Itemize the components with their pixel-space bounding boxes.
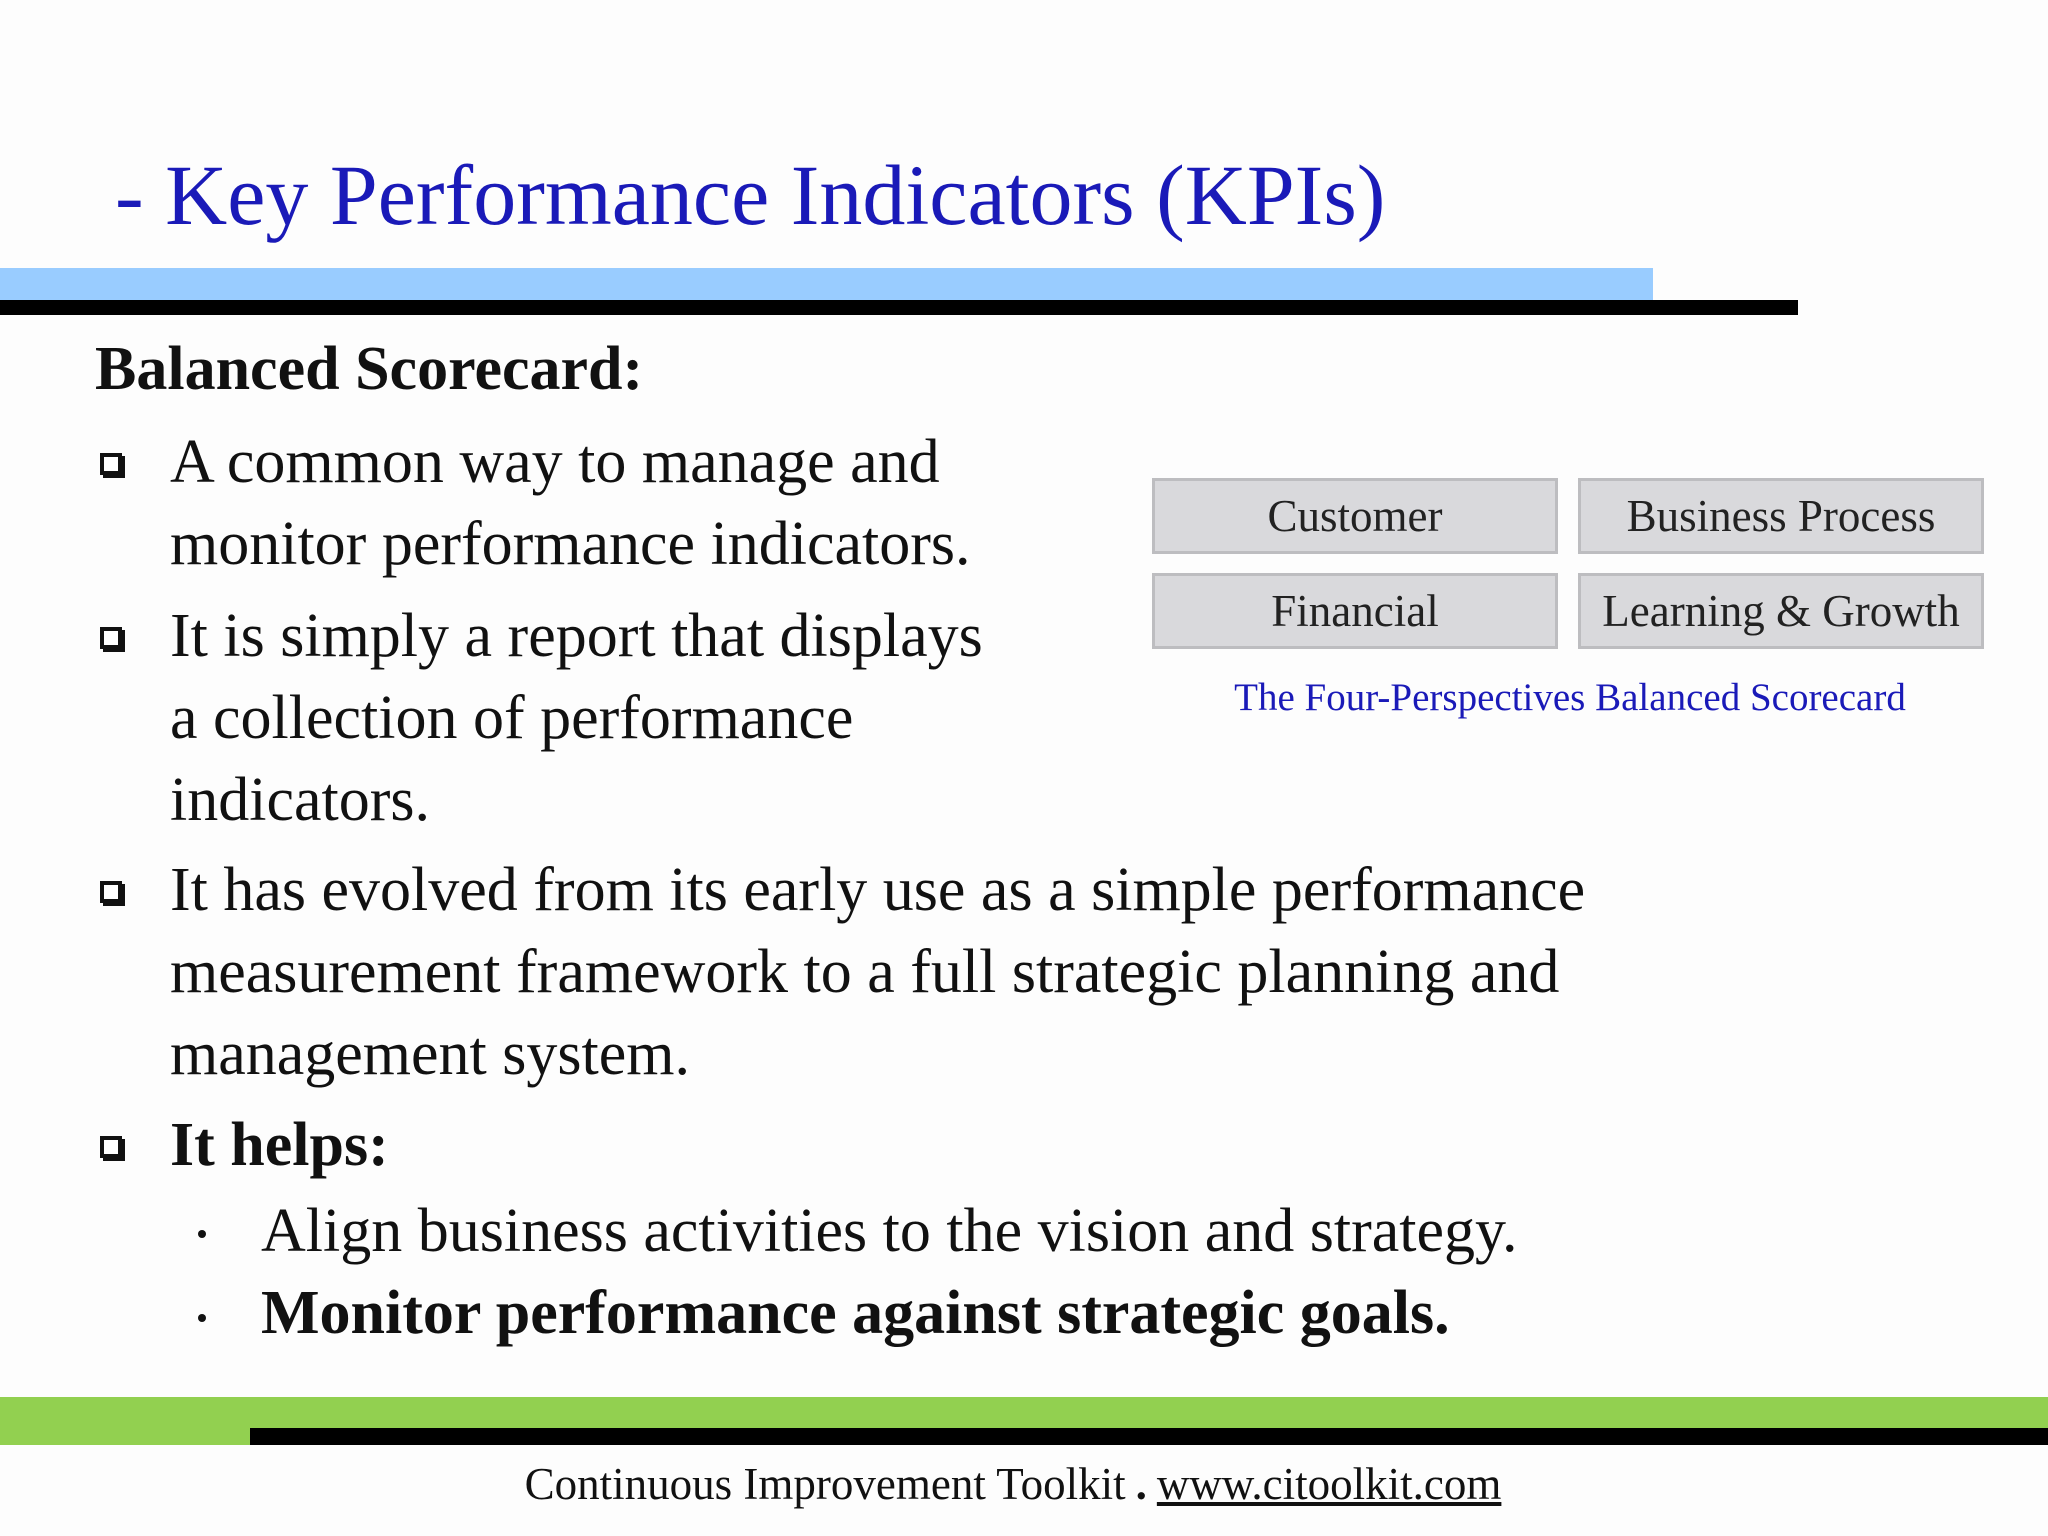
slide-title: - Key Performance Indicators (KPIs) bbox=[115, 147, 1386, 243]
checkbox-bullet-icon bbox=[100, 1136, 122, 1158]
checkbox-bullet-icon bbox=[100, 627, 122, 649]
footer-divider bbox=[250, 1428, 2048, 1445]
scorecard-caption: The Four-Perspectives Balanced Scorecard bbox=[1234, 676, 1906, 719]
scorecard-box-business-process: Business Process bbox=[1578, 478, 1984, 554]
bullet-2-line-3: indicators. bbox=[170, 766, 430, 834]
bullet-4-line-1: It helps: bbox=[170, 1111, 389, 1179]
bullet-1-line-2: monitor performance indicators. bbox=[170, 510, 971, 578]
section-heading: Balanced Scorecard: bbox=[95, 335, 644, 403]
scorecard-box-learning-growth: Learning & Growth bbox=[1578, 573, 1984, 649]
scorecard-box-customer: Customer bbox=[1152, 478, 1558, 554]
sub-bullet-dot-icon bbox=[198, 1230, 206, 1238]
title-accent-bar bbox=[0, 268, 1653, 300]
scorecard-box-financial: Financial bbox=[1152, 573, 1558, 649]
footer bbox=[0, 1458, 2026, 1510]
sub-bullet-dot-icon bbox=[198, 1314, 206, 1322]
footer-separator: . bbox=[1135, 1459, 1147, 1509]
sub-bullet-1: Align business activities to the vision and strategy. bbox=[261, 1197, 1518, 1265]
bullet-3-line-2: measurement framework to a full strategic planning and bbox=[170, 938, 1560, 1006]
footer-text: Continuous Improvement Toolkit bbox=[524, 1459, 1126, 1509]
sub-bullet-2: Monitor performance against strategic goals. bbox=[261, 1279, 1450, 1347]
footer-url-link[interactable]: www.citoolkit.com bbox=[1156, 1459, 1502, 1509]
bullet-3-line-1: It has evolved from its early use as a simple performance bbox=[170, 856, 1586, 924]
checkbox-bullet-icon bbox=[100, 453, 122, 475]
bullet-2-line-1: It is simply a report that displays bbox=[170, 602, 983, 670]
bullet-3-line-3: management system. bbox=[170, 1020, 690, 1088]
checkbox-bullet-icon bbox=[100, 881, 122, 903]
title-divider bbox=[0, 300, 1798, 315]
bullet-2-line-2: a collection of performance bbox=[170, 684, 854, 752]
bullet-1-line-1: A common way to manage and bbox=[170, 428, 940, 496]
